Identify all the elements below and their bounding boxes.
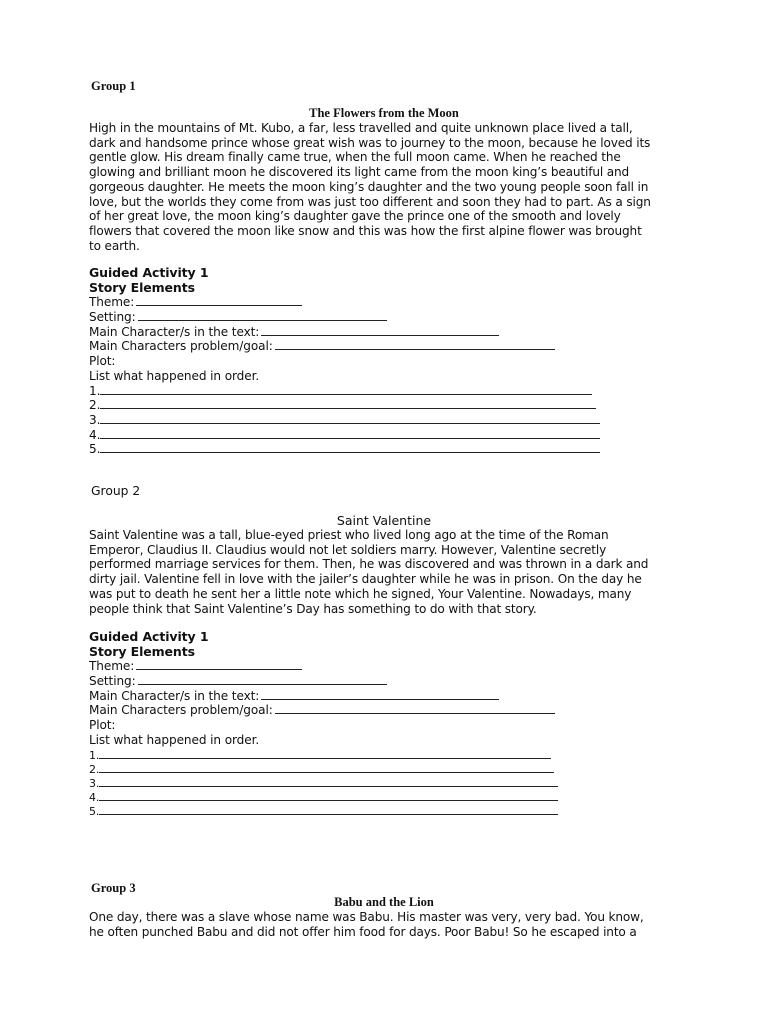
story-line: he often punched Babu and did not offer him food for days. Poor Babu! So he escaped into a — [89, 924, 637, 939]
plot-item-blank[interactable] — [99, 790, 558, 801]
problem-row — [89, 703, 679, 718]
plot-item-1 — [89, 748, 679, 762]
story-line: Emperor, Claudius II. Claudius would not let soldiers marry. However, Valentine secretly — [89, 542, 607, 557]
plot-item-3 — [89, 413, 679, 428]
story-line: flowers that covered the moon like snow and this was how the first alpine flower was brought — [89, 223, 642, 238]
theme-blank[interactable] — [136, 659, 302, 670]
plot-item-blank[interactable] — [100, 384, 592, 395]
plot-item-blank[interactable] — [99, 762, 554, 773]
setting-label: Setting: — [89, 310, 136, 325]
story-line: love, but the worlds they come from was just too different and soon they had to part. As a sign — [89, 194, 651, 209]
group-1-label: Group 1 — [91, 79, 136, 93]
activity-heading: Guided Activity 1 — [89, 630, 209, 644]
characters-label: Main Character/s in the text: — [89, 688, 260, 703]
plot-item-blank[interactable] — [100, 428, 600, 439]
plot-label: Plot: — [89, 718, 116, 733]
story-line: people think that Saint Valentine’s Day has something to do with that story. — [89, 601, 537, 616]
plot-item-blank[interactable] — [99, 804, 558, 815]
item-number: 3. — [89, 412, 101, 427]
characters-blank[interactable] — [261, 689, 499, 700]
plot-item-5 — [89, 442, 679, 457]
characters-row — [89, 325, 679, 340]
item-number: 4. — [89, 427, 101, 442]
problem-label: Main Characters problem/goal: — [89, 703, 273, 718]
problem-blank[interactable] — [275, 339, 555, 350]
setting-row — [89, 310, 679, 325]
plot-item-3 — [89, 776, 679, 790]
setting-blank[interactable] — [138, 310, 387, 321]
story-line: of her great love, the moon king’s daughter gave the prince one of the smooth and lovely — [89, 209, 621, 224]
activity-heading: Guided Activity 1 — [89, 266, 209, 280]
plot-item-blank[interactable] — [100, 398, 596, 409]
plot-item-2 — [89, 398, 679, 413]
problem-blank[interactable] — [275, 703, 555, 714]
group-3-story-title: Babu and the Lion — [334, 895, 434, 909]
characters-label: Main Character/s in the text: — [89, 324, 260, 339]
characters-blank[interactable] — [261, 325, 499, 336]
item-number: 5. — [89, 442, 101, 457]
order-label: List what happened in order. — [89, 732, 260, 747]
group-2-story-title: Saint Valentine — [336, 513, 432, 528]
group-3-story — [89, 910, 677, 939]
story-line: High in the mountains of Mt. Kubo, a far, less travelled and quite unknown place lived a tall, — [89, 121, 633, 135]
problem-label: Main Characters problem/goal: — [89, 339, 273, 354]
story-line: dirty jail. Valentine fell in love with the jailer’s daughter while he was in prison. On the day he — [89, 572, 642, 587]
plot-item-5 — [89, 804, 679, 818]
group-1-activity — [89, 266, 679, 457]
group-2-story — [89, 528, 677, 616]
plot-item-blank[interactable] — [100, 413, 600, 424]
group-2-activity — [89, 630, 679, 818]
story-line: Saint Valentine was a tall, blue-eyed priest who lived long ago at the time of the Roman — [89, 528, 609, 542]
item-number: 5. — [89, 805, 100, 819]
item-number: 4. — [89, 791, 100, 805]
group-1-story — [89, 121, 677, 253]
setting-blank[interactable] — [138, 674, 387, 685]
story-line: One day, there was a slave whose name was Babu. His master was very, very bad. You know, — [89, 910, 644, 924]
theme-label: Theme: — [89, 659, 135, 674]
story-line: dark and handsome prince whose great wish was to journey to the moon, because he loved its — [89, 135, 651, 150]
setting-row — [89, 674, 679, 689]
plot-item-blank[interactable] — [99, 776, 558, 787]
activity-subheading: Story Elements — [89, 644, 195, 659]
plot-item-1 — [89, 384, 679, 399]
story-line: gentle glow. His dream finally came true, when the full moon came. When he reached the — [89, 150, 621, 165]
plot-label: Plot: — [89, 354, 116, 369]
problem-row — [89, 339, 679, 354]
setting-label: Setting: — [89, 674, 136, 689]
story-line: performed marriage services for them. Then, he was discovered and was thrown in a dark and — [89, 557, 649, 572]
activity-subheading: Story Elements — [89, 280, 195, 295]
plot-item-4 — [89, 790, 679, 804]
characters-row — [89, 689, 679, 704]
group-1-story-title: The Flowers from the Moon — [309, 106, 459, 120]
item-number: 2. — [89, 398, 101, 413]
group-2-label: Group 2 — [91, 484, 141, 498]
plot-item-blank[interactable] — [100, 442, 600, 453]
item-number: 3. — [89, 776, 100, 790]
story-line: gorgeous daughter. He meets the moon king’s daughter and the two young people soon fall in — [89, 179, 649, 194]
plot-item-blank[interactable] — [99, 748, 551, 759]
order-label: List what happened in order. — [89, 368, 260, 383]
theme-row — [89, 659, 679, 674]
plot-item-2 — [89, 762, 679, 776]
story-line: to earth. — [89, 238, 140, 253]
theme-label: Theme: — [89, 295, 135, 310]
group-3-label: Group 3 — [91, 881, 136, 895]
story-line: glowing and brilliant moon he discovered its light came from the moon king’s beautiful and — [89, 165, 630, 180]
item-number: 1. — [89, 748, 100, 762]
theme-row — [89, 295, 679, 310]
item-number: 1. — [89, 383, 101, 398]
theme-blank[interactable] — [136, 295, 302, 306]
story-line: was put to death he sent her a little note which he signed, Your Valentine. Nowadays, many — [89, 586, 632, 601]
item-number: 2. — [89, 762, 100, 776]
plot-item-4 — [89, 428, 679, 443]
